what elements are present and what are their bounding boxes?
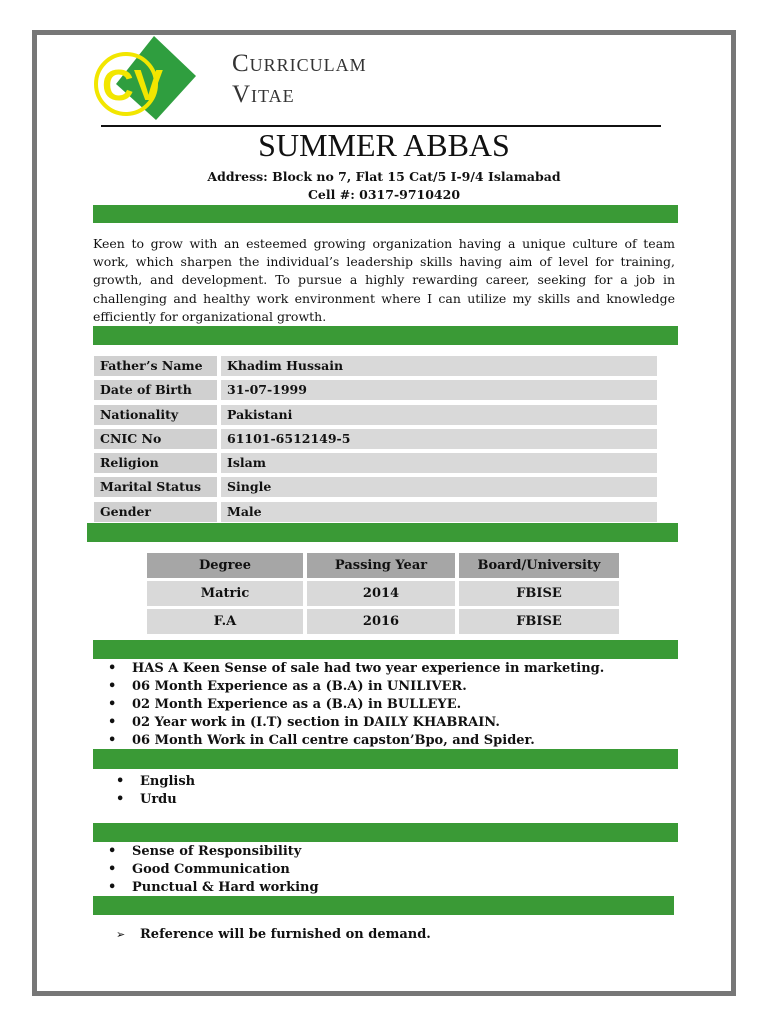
skill-item-text: Sense of Responsibility (132, 844, 302, 859)
cv-heading-line2: Vitae (232, 81, 295, 108)
cv-heading (232, 48, 367, 110)
bullet-icon: • (108, 715, 117, 730)
section-bar-languages (93, 749, 678, 769)
experience-item (108, 678, 604, 696)
info-label: CNIC No (94, 429, 217, 449)
candidate-name: SUMMER ABBAS (258, 127, 510, 163)
bullet-icon: • (116, 774, 125, 789)
logo-text: CV (102, 61, 164, 110)
experience-item-text: 06 Month Experience as a (B.A) in UNILIVER. (132, 679, 467, 694)
reference-item (116, 926, 431, 944)
section-bar-personal-info (93, 326, 678, 345)
info-label: Marital Status (94, 477, 217, 497)
bullet-icon: • (108, 661, 117, 676)
info-row (94, 429, 657, 449)
skill-item-text: Good Communication (132, 862, 290, 877)
info-label: Religion (94, 453, 217, 473)
section-bar-skills (93, 823, 678, 842)
education-cell: FBISE (459, 609, 619, 634)
bullet-icon: • (108, 697, 117, 712)
info-row (94, 453, 657, 473)
experience-item (108, 732, 604, 750)
experience-item-text: 02 Year work in (I.T) section in DAILY KHABRAIN. (132, 715, 500, 730)
info-row (94, 380, 657, 400)
objective-text: Keen to grow with an esteemed growing organization having a unique culture of team work, which sharpen the individual’s leadership skills having aim of level for training, growth, and development. To pursue a highly rewarding career, seeking for a job in challenging and healthy work environment where I can utilize my skills and knowledge efficiently for organizational growth. (93, 236, 675, 324)
info-value: Islam (221, 453, 657, 473)
education-cell: F.A (147, 609, 303, 634)
info-label: Nationality (94, 405, 217, 425)
education-row (147, 581, 619, 606)
personal-info-table (94, 356, 657, 526)
experience-item-text: 06 Month Work in Call centre capston’Bpo, and Spider. (132, 733, 535, 748)
experience-item (108, 696, 604, 714)
education-header-row (147, 553, 619, 578)
education-cell: 2014 (307, 581, 455, 606)
language-item-text: English (140, 774, 196, 789)
info-value: 31-07-1999 (221, 380, 657, 400)
experience-list (108, 660, 605, 750)
address: Address: Block no 7, Flat 15 Cat/5 I-9/4 Islamabad (207, 169, 561, 184)
info-row (94, 356, 657, 376)
cell-number: Cell #: 0317-9710420 (307, 187, 461, 202)
language-item-text: Urdu (140, 792, 177, 807)
education-row (147, 609, 619, 634)
bullet-icon: • (108, 880, 117, 895)
bullet-icon: • (108, 862, 117, 877)
experience-item (108, 714, 604, 732)
skill-item (108, 843, 319, 861)
info-label: Father’s Name (94, 356, 217, 376)
education-cell: FBISE (459, 581, 619, 606)
bullet-icon: • (108, 844, 117, 859)
education-header-cell: Board/University (459, 553, 619, 578)
info-row (94, 477, 657, 497)
section-bar-experience (93, 640, 678, 659)
info-value: 61101-6512149-5 (221, 429, 657, 449)
section-bar-reference (93, 896, 674, 915)
experience-item-text: 02 Month Experience as a (B.A) in BULLEYE. (132, 697, 462, 712)
experience-item (108, 660, 605, 678)
skills-list (108, 843, 319, 897)
language-item (116, 773, 196, 791)
skill-item (108, 879, 319, 897)
bullet-icon: • (108, 679, 117, 694)
education-header-cell: Passing Year (307, 553, 455, 578)
info-row (94, 405, 657, 425)
language-item (116, 791, 195, 809)
info-label: Date of Birth (94, 380, 217, 400)
info-value: Male (221, 502, 657, 522)
info-value: Pakistani (221, 405, 657, 425)
section-bar-education (87, 523, 678, 542)
languages-list (116, 773, 196, 809)
cv-logo (94, 34, 198, 122)
education-cell: Matric (147, 581, 303, 606)
info-value: Single (221, 477, 657, 497)
info-row (94, 502, 657, 522)
bullet-icon: • (108, 733, 117, 748)
experience-item-text: HAS A Keen Sense of sale had two year experience in marketing. (132, 661, 605, 676)
cv-heading-line1: Curriculam (232, 50, 367, 77)
reference-text: Reference will be furnished on demand. (140, 927, 431, 942)
education-cell: 2016 (307, 609, 455, 634)
education-table (147, 553, 619, 637)
arrow-bullet-icon: ➢ (116, 928, 126, 941)
skill-item (108, 861, 319, 879)
info-value: Khadim Hussain (221, 356, 657, 376)
education-header-cell: Degree (147, 553, 303, 578)
bullet-icon: • (116, 792, 125, 807)
info-label: Gender (94, 502, 217, 522)
section-bar-objective (93, 205, 678, 223)
skill-item-text: Punctual & Hard working (132, 880, 319, 895)
